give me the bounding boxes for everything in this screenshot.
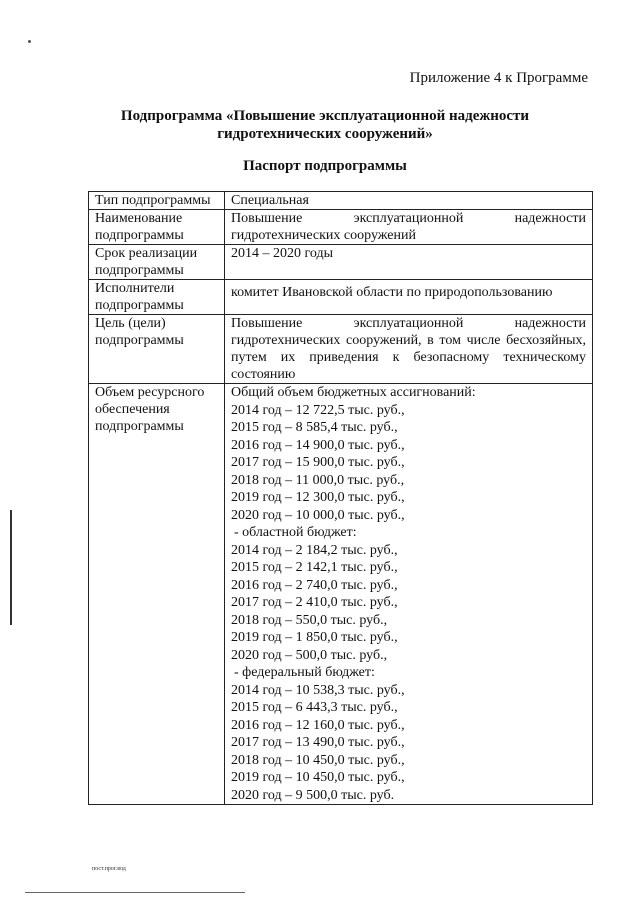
regional-line: 2019 год – 1 850,0 тыс. руб., <box>231 630 398 645</box>
federal-line: 2018 год – 10 450,0 тыс. руб., <box>231 752 405 768</box>
federal-heading: - федеральный бюджет: <box>234 665 375 680</box>
bottom-scan-line <box>25 892 245 893</box>
title-line-2: гидротехнических сооружений» <box>217 126 433 142</box>
resources-label: Объем ресурсного обеспечения подпрограммы <box>89 384 225 805</box>
name-value: Повышение эксплуатационной надежности гидротехнических сооружений <box>225 210 593 245</box>
regional-heading: - областной бюджет: <box>234 525 357 540</box>
name-label: Наименование подпрограммы <box>89 210 225 245</box>
goal-label: Цель (цели) подпрограммы <box>89 315 225 384</box>
table-row-executors <box>89 280 593 315</box>
regional-line: 2015 год – 2 142,1 тыс. руб., <box>231 560 398 575</box>
term-value: 2014 – 2020 годы <box>225 245 593 280</box>
federal-line: 2016 год – 12 160,0 тыс. руб., <box>231 717 405 733</box>
total-line: 2014 год – 12 722,5 тыс. руб., <box>231 402 405 418</box>
table-row-type <box>89 192 593 210</box>
type-value: Специальная <box>225 192 593 210</box>
total-heading: Общий объем бюджетных ассигнований: <box>231 385 476 400</box>
regional-line: 2014 год – 2 184,2 тыс. руб., <box>231 542 398 558</box>
table-row-term <box>89 245 593 280</box>
term-label: Срок реализации подпрограммы <box>89 245 225 280</box>
federal-line: 2015 год – 6 443,3 тыс. руб., <box>231 700 398 715</box>
regional-line: 2017 год – 2 410,0 тыс. руб., <box>231 595 398 610</box>
total-line: 2020 год – 10 000,0 тыс. руб., <box>231 507 405 523</box>
federal-line: 2017 год – 13 490,0 тыс. руб., <box>231 735 405 750</box>
appendix-label: Приложение 4 к Программе <box>409 70 588 86</box>
footer-file-code: пост.прог.вод <box>92 866 126 872</box>
title-line-1: Подпрограмма «Повышение эксплуатационной надежности <box>120 108 530 124</box>
goal-value: Повышение эксплуатационной надежности гидротехнических сооружений, в том числе бесхозяйных, путем их приведения к безопасному техническому состоянию <box>225 315 593 384</box>
federal-line: 2019 год – 10 450,0 тыс. руб., <box>231 770 405 785</box>
federal-line: 2014 год – 10 538,3 тыс. руб., <box>231 682 405 698</box>
total-line: 2017 год – 15 900,0 тыс. руб., <box>231 455 405 470</box>
subprogram-title <box>60 107 590 143</box>
table-row-name <box>89 210 593 245</box>
table-row-resources <box>89 384 593 805</box>
total-line: 2018 год – 11 000,0 тыс. руб., <box>231 472 405 488</box>
margin-scan-line <box>10 510 12 625</box>
scan-dot-mark <box>28 40 31 43</box>
regional-line: 2016 год – 2 740,0 тыс. руб., <box>231 577 398 593</box>
passport-table <box>88 191 593 805</box>
regional-line: 2020 год – 500,0 тыс. руб., <box>231 647 388 663</box>
executors-value: комитет Ивановской области по природопользованию <box>225 280 593 315</box>
total-line: 2019 год – 12 300,0 тыс. руб., <box>231 490 405 505</box>
resources-value <box>225 384 593 805</box>
total-line: 2016 год – 14 900,0 тыс. руб., <box>231 437 405 453</box>
type-label: Тип подпрограммы <box>89 192 225 210</box>
table-row-goal <box>89 315 593 384</box>
federal-line: 2020 год – 9 500,0 тыс. руб. <box>231 787 395 803</box>
passport-heading: Паспорт подпрограммы <box>243 158 407 174</box>
total-line: 2015 год – 8 585,4 тыс. руб., <box>231 420 398 435</box>
regional-line: 2018 год – 550,0 тыс. руб., <box>231 612 388 628</box>
executors-label: Исполнители подпрограммы <box>89 280 225 315</box>
